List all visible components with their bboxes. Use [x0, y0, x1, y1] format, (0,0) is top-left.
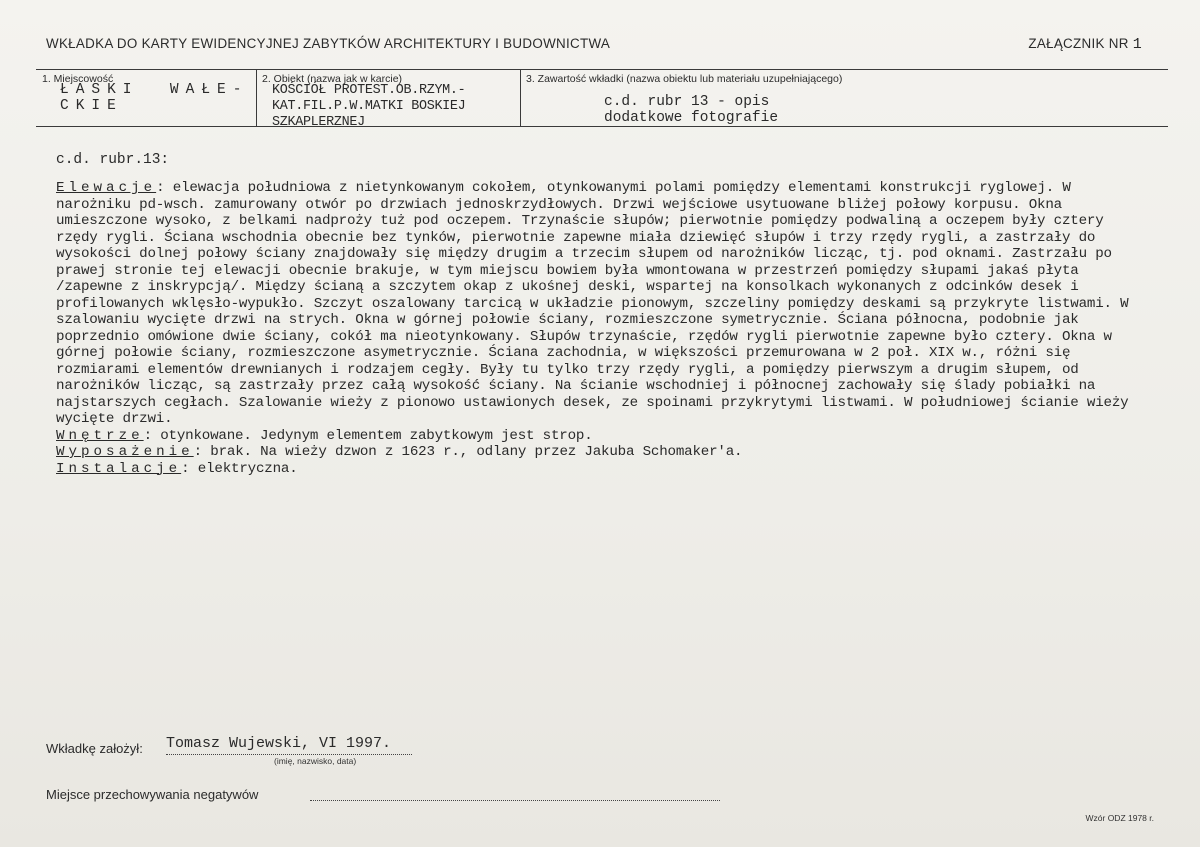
- author-label: Wkładkę założył:: [46, 741, 143, 756]
- template-note: Wzór ODZ 1978 r.: [1085, 813, 1154, 823]
- author-dotted-line: [166, 754, 412, 755]
- author-value: Tomasz Wujewski, VI 1997.: [166, 735, 392, 752]
- negatives-dotted-line: [310, 800, 720, 801]
- section-interior: [56, 428, 1146, 445]
- negatives-label: Miejsce przechowywania negatywów: [46, 787, 259, 802]
- place-value: ŁASKI WAŁE- CKIE: [60, 82, 249, 114]
- contents-label: 3. Zawartość wkładki (nazwa obiektu lub materiału uzupełniającego): [526, 73, 843, 85]
- object-value: KOŚCIÓŁ PROTEST.OB.RZYM.- KAT.FIL.P.W.MATKI BOSKIEJ SZKAPLERZNEJ: [272, 83, 466, 130]
- author-hint: (imię, nazwisko, data): [274, 756, 357, 766]
- table-bottom-rule: [36, 126, 1168, 127]
- section-installations: [56, 461, 1146, 478]
- section-heading-interior: Wnętrze: [56, 427, 144, 444]
- table-top-rule: [36, 69, 1168, 70]
- section-text-installations: : elektryczna.: [181, 460, 298, 477]
- section-elevations: [56, 180, 1146, 428]
- annex-label-text: ZAŁĄCZNIK NR: [1028, 36, 1129, 51]
- section-text-interior: : otynkowane. Jedynym elementem zabytkowym jest strop.: [143, 427, 593, 444]
- column-divider-1: [256, 69, 257, 126]
- annex-label: [1028, 36, 1142, 53]
- contents-value: c.d. rubr 13 - opis dodatkowe fotografie: [604, 94, 779, 126]
- section-heading-furnishings: Wyposażenie: [56, 444, 194, 460]
- column-divider-2: [520, 69, 521, 126]
- annex-number: 1: [1132, 36, 1142, 53]
- section-text-elevations: : elewacja południowa z nietynkowanym cokołem, otynkowanymi polami pomiędzy elementami konstrukcji ryglowej. W narożniku pd-wsch. zamurowany otwór po drzwiach jednoskrzydłowych. Drzwi wejściowe usytuowane bliżej połowy korpusu. Okna umieszczone wysoko, z belkami nadproży tuż pod oczepem. Trzynaście słupów; pierwotnie pomiędzy podwaliną a oczepem były cztery rzędy rygli. Ściana wschodnia obecnie bez tynków, pierwotnie zapewne miała dziewięć słupów i trzy rzędy rygli, a zastrzały do wysokości dolnej połowy ściany znajdowały się między drugim a trzecim słupem od narożników licząc, tj. pod oknami. Zastrzału po prawej stronie tej elewacji obecnie brakuje, w tym miejscu bowiem była wmontowana w przestrzeń pomiędzy słupami jakaś płyta /zapewne z inskrypcją/. Między ścianą a szczytem okap z ukośnej deski, wspartej na konsolkach wykonanych z odcinków desek i profilowanych wklęsło-wypukło. Szczyt oszalowany tarcicą w układzie pionowym, szczeliny pomiędzy deskami są przykryte listwami. W szalowaniu wycięte drzwi na strych. Okna w górnej połowie ściany, rozmieszczone symetrycznie. Ściana północna, podobnie jak poprzednio omówione dwie ściany, cokół ma nieotynkowany. Słupów trzynaście, rzędów rygli pierwotnie zapewne było cztery. Okna w górnej połowie ściany, rozmieszczone asymetrycznie. Ściana zachodnia, w większości przemurowana w 2 poł. XIX w., różni się rozmiarami elementów drewnianych i rodzajem cegły. Były tu tylko trzy rzędy rygli, a pomiędzy pierwszym a drugim słupem, od narożników licząc, są zastrzały przez całą wysokość ściany. Na ścianie wschodniej i północnej zachowały się ślady pobiałki na najstarszych cegłach. Szalowanie wieży z pionowo ustawionych desek, ze spoinami przykrytymi listwami. W południowej ścianie wieży wycięte drzwi.: [56, 180, 1129, 427]
- object-label: 2. Obiekt (nazwa jak w karcie): [262, 73, 403, 85]
- section-text-furnishings: : brak. Na wieży dzwon z 1623 r., odlany przez Jakuba Schomaker'a.: [193, 444, 743, 460]
- section-heading-elevations: Elewacje: [56, 180, 157, 196]
- form-title: WKŁADKA DO KARTY EWIDENCYJNEJ ZABYTKÓW ARCHITEKTURY I BUDOWNICTWA: [46, 36, 611, 51]
- section-heading-installations: Instalacje: [56, 460, 182, 477]
- section-furnishings: [56, 444, 1146, 461]
- place-label: 1. Miejscowość: [42, 73, 114, 85]
- continued-note: c.d. rubr.13:: [56, 152, 170, 168]
- description-body: [56, 180, 1146, 477]
